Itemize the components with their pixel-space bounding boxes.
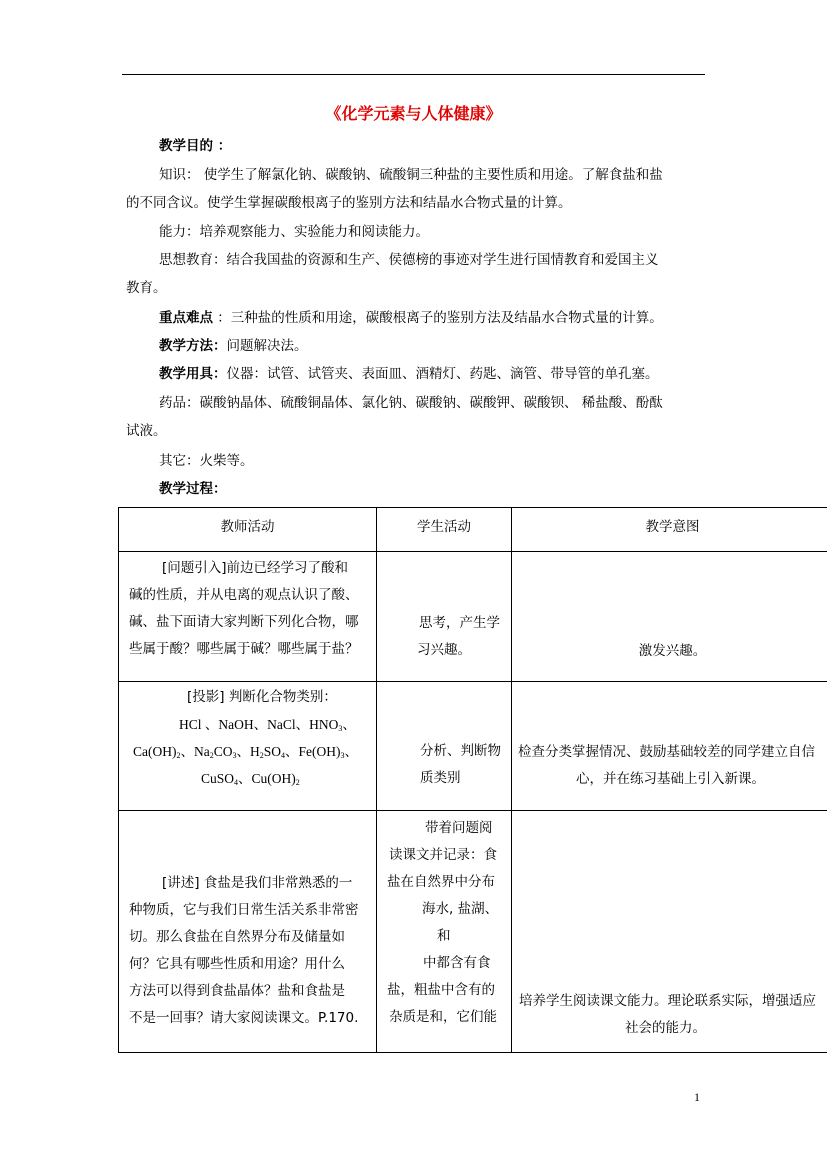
row1-intent: 激发兴趣。 — [511, 551, 827, 681]
row1-teacher-line: 碱的性质，并从电离的观点认识了酸、 — [129, 587, 359, 603]
header-student: 学生活动 — [376, 507, 511, 551]
ability-line: 能力：培养观察能力、实验能力和阅读能力。 — [159, 224, 429, 240]
thought-line2: 教育。 — [126, 280, 167, 296]
row2-student-line: 质类别 — [420, 770, 461, 786]
key-points-label: 重点难点 — [159, 310, 213, 326]
tools-line — [126, 360, 706, 388]
row3-teacher-line: 种物质，它与我们日常生活关系非常密 — [129, 902, 359, 918]
row3-teacher-line: [讲述] 食盐是我们非常熟悉的一 — [162, 875, 353, 891]
objectives-heading: 教学目的 ： — [159, 138, 232, 154]
row1-student-line: 习兴趣。 — [417, 642, 471, 658]
knowledge-label: 知识： — [159, 167, 200, 183]
formula-line3: CuSO$_4$、$Cu(OH)_2$ — [201, 771, 300, 787]
row3-student-line: 带着问题阅 — [425, 820, 493, 836]
row1-teacher-line: 些属于酸？哪些属于碱？哪些属于盐？ — [129, 641, 359, 657]
method-line — [126, 332, 706, 360]
header-rule — [122, 74, 705, 75]
row3-student-line: 杂质是和，它们能 — [389, 1009, 497, 1025]
reagents-line1: 药品：碳酸钠晶体、硫酸铜晶体、氯化钠、碳酸钠、碳酸钾、碳酸钡、 稀盐酸、酚酞 — [159, 395, 663, 411]
row1-teacher-line: [问题引入]前边已经学习了酸和 — [162, 560, 349, 576]
key-points-text: ：三种盐的性质和用途，碳酸根离子的鉴别方法及结晶水合物式量的计算。 — [217, 310, 663, 326]
row2-student — [376, 681, 511, 810]
formula-line2: $Ca(OH)_2$、$Na_2CO_3$、$H_2SO_4$、$Fe(OH)_3$、 — [133, 744, 359, 760]
row3-student-line: 和 — [437, 928, 451, 944]
key-points-line — [126, 304, 706, 332]
knowledge-text1: 使学生了解氯化钠、碳酸钠、硫酸铜三种盐的主要性质和用途。了解食盐和盐 — [203, 167, 663, 183]
row2-student-line: 分析、判断物 — [420, 743, 501, 759]
formula-line1: HCl 、NaOH、NaCl、$HNO_3$、 — [179, 717, 356, 733]
row3-teacher-line: 方法可以得到食盐晶体？盐和食盐是 — [129, 983, 345, 999]
row3-student-line: 中都含有食 — [423, 955, 491, 971]
knowledge-line2: 的不同含议。使学生掌握碳酸根离子的鉴别方法和结晶水合物式量的计算。 — [126, 195, 572, 211]
row3-intent-line: 社会的能力。 — [625, 1020, 706, 1036]
row3-teacher-line: 何？它具有哪些性质和用途？用什么 — [129, 956, 345, 972]
page-number: 1 — [694, 1090, 700, 1104]
row1-teacher-line: 碱、盐下面请大家判断下列化合物，哪 — [129, 614, 359, 630]
row3-student-line: 盐，粗盐中含有的 — [387, 982, 495, 998]
process-heading: 教学过程： — [159, 481, 227, 497]
row3-student-line: 读课文并记录：食 — [389, 847, 497, 863]
row3-student-line: 海水, 盐湖、 — [422, 901, 499, 917]
row2-teacher — [118, 681, 376, 810]
row1-student-line: 思考，产生学 — [419, 615, 500, 631]
header-intent: 教学意图 — [511, 507, 827, 551]
tools-label: 教学用具： — [159, 366, 227, 382]
instruments-text: 仪器：试管、试管夹、表面皿、酒精灯、药匙、滴管、带导管的单孔塞。 — [226, 366, 659, 382]
header-teacher: 教师活动 — [118, 507, 376, 551]
row3-teacher — [118, 810, 376, 1053]
process-table — [118, 507, 827, 1053]
row1-student — [376, 551, 511, 681]
row1-teacher — [118, 551, 376, 681]
row2-intent-line: 检查分类掌握情况、鼓励基础较差的同学建立自信 — [518, 744, 815, 760]
row3-student-line: 盐在自然界中分布 — [387, 874, 495, 890]
row3-intent-line: 培养学生阅读课文能力。理论联系实际，增强适应 — [519, 993, 816, 1009]
row3-student — [376, 810, 511, 1053]
row2-intent-line: 心，并在练习基础上引入新课。 — [576, 771, 765, 787]
others-line: 其它：火柴等。 — [159, 453, 254, 469]
row2-intent — [511, 681, 827, 810]
row3-teacher-line: 切。那么食盐在自然界分布及储量如 — [129, 929, 345, 945]
method-label: 教学方法： — [159, 338, 227, 354]
document-title: 《化学元素与人体健康》 — [325, 104, 502, 123]
method-text: 问题解决法。 — [226, 338, 308, 354]
row3-teacher-line: 不是一回事？请大家阅读课文。P.170. — [129, 1010, 359, 1026]
row2-teacher-title: [投影] 判断化合物类别： — [187, 689, 337, 705]
knowledge-line1 — [126, 161, 706, 189]
reagents-line2: 试液。 — [126, 423, 167, 439]
row3-intent — [511, 810, 827, 1053]
thought-line1: 思想教育：结合我国盐的资源和生产、侯德榜的事迹对学生进行国情教育和爱国主义 — [159, 252, 659, 268]
